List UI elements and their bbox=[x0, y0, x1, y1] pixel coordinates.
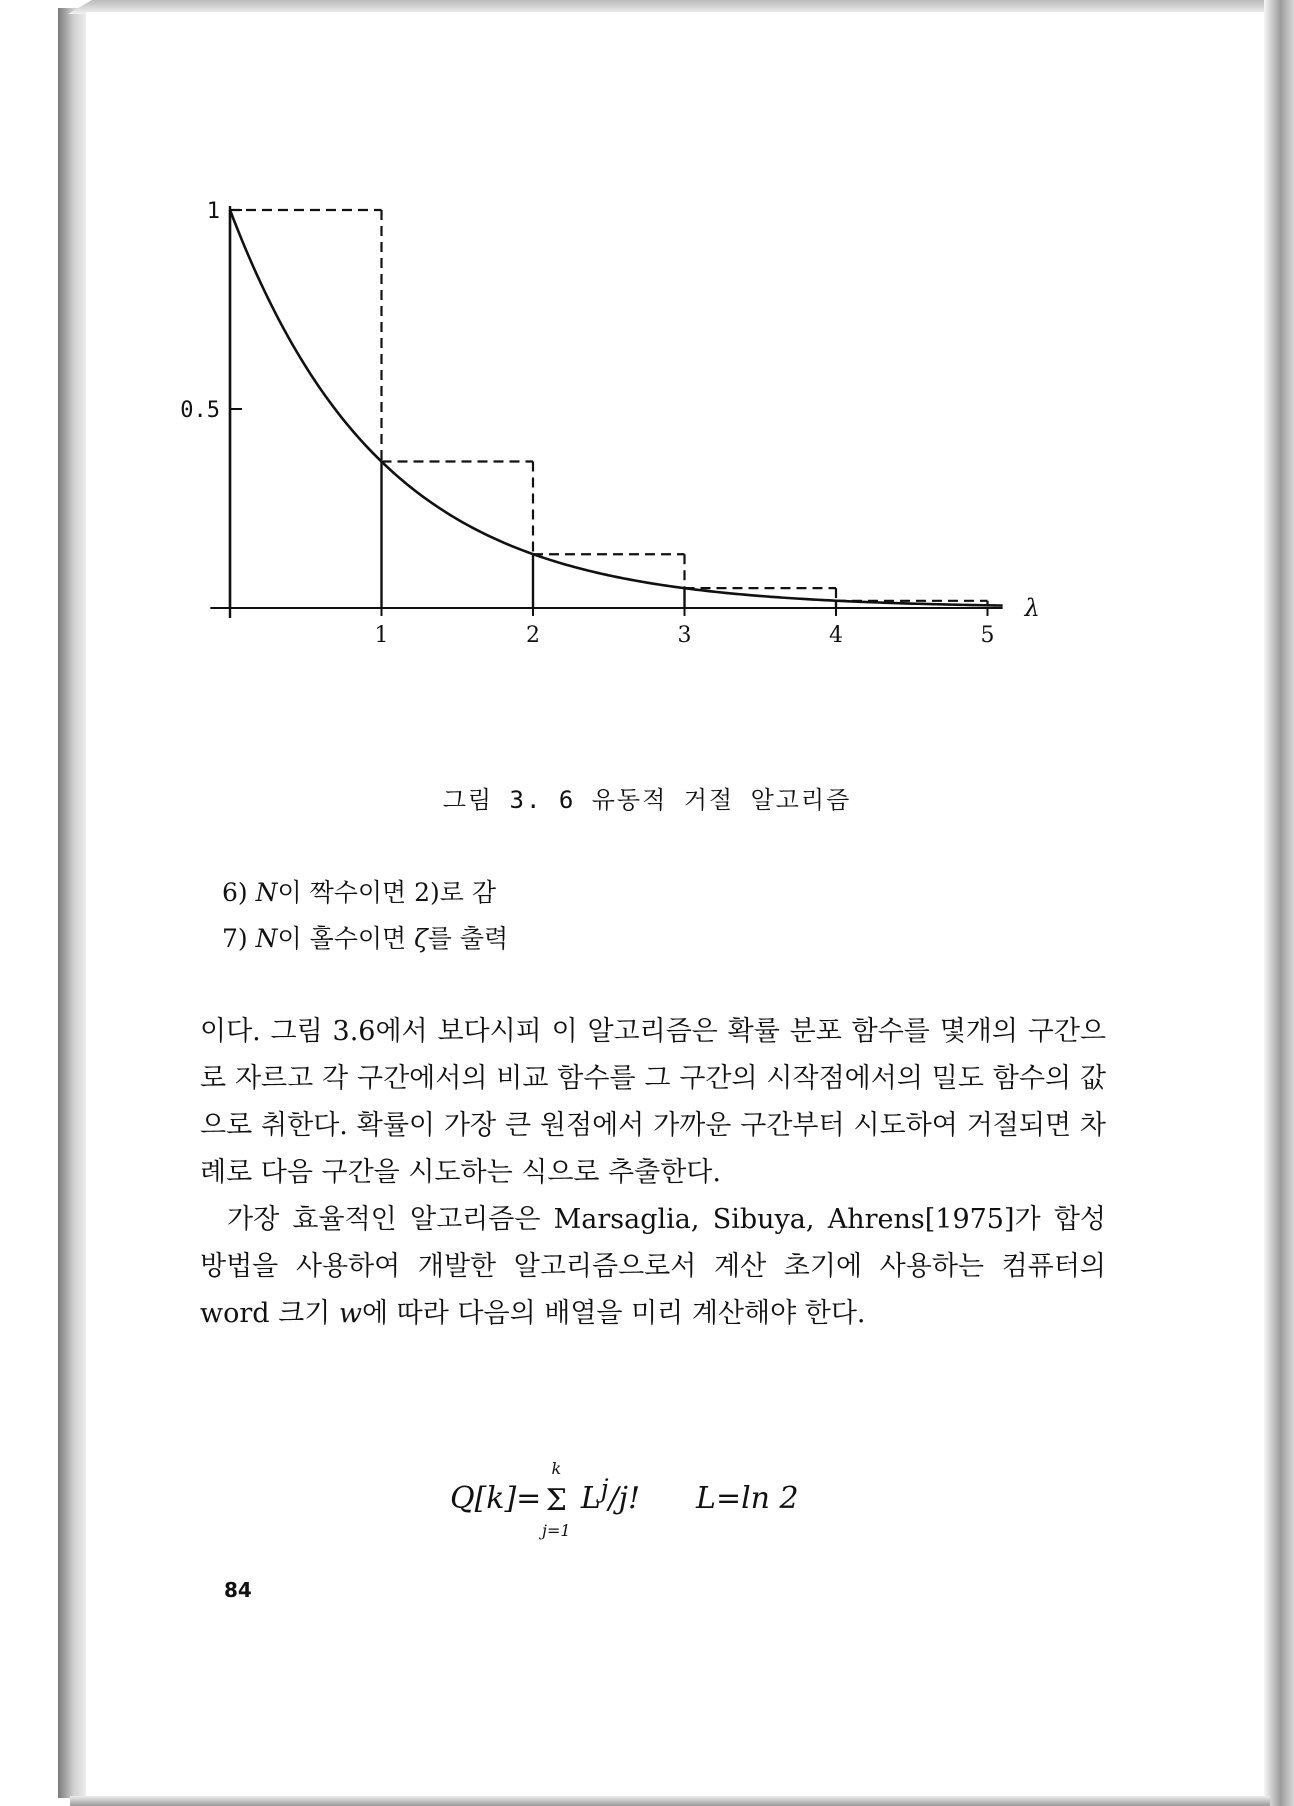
body-text bbox=[200, 1008, 1106, 1337]
step-text: 이 홀수이면 bbox=[277, 924, 415, 953]
figure-3-6 bbox=[180, 199, 1116, 776]
exp-curve bbox=[230, 210, 1003, 606]
formula-lhs: Q[k]= bbox=[450, 1481, 542, 1516]
paragraph-2-end: 에 따라 다음의 배열을 미리 계산해야 한다. bbox=[362, 1298, 866, 1329]
x-tick-label: 4 bbox=[829, 623, 843, 648]
summation-lower: j=1 bbox=[542, 1520, 571, 1540]
paragraph-1: 이다. 그림 3.6에서 보다시피 이 알고리즘은 확률 분포 함수를 몇개의 구간으로 자르고 각 구간에서의 비교 함수를 그 구간의 시작점에서의 밀도 함수의 값으로 취한다. 확률이 가장 큰 원점에서 가까운 구간부터 시도하여 거절되면 차례로 다음 구간을 시도하는 식으로 추출한다. bbox=[200, 1016, 1106, 1188]
variable-n: N bbox=[255, 878, 278, 907]
step-number: 6) bbox=[222, 878, 248, 907]
rejection-chart bbox=[180, 199, 1116, 686]
density-curve bbox=[230, 210, 1003, 606]
equation bbox=[450, 1458, 799, 1540]
y-tick-label: 0.5 bbox=[180, 398, 220, 423]
paragraph-2 bbox=[200, 1196, 1106, 1337]
formula-rest: /j! bbox=[608, 1481, 641, 1516]
variable-w: w bbox=[338, 1298, 363, 1329]
chart-axes bbox=[210, 206, 1002, 618]
paragraph-2-text: 가장 효율적인 알고리즘은 Marsaglia, Sibuya, Ahrens[1975]가 합성 방법을 사용하여 개발한 알고리즘으로서 계산 초기에 사용하는 컴퓨터의 word 크기 bbox=[200, 1204, 1106, 1329]
x-axis-symbol: λ bbox=[1024, 594, 1040, 622]
formula-second: L=ln 2 bbox=[696, 1481, 799, 1516]
book-right-shadow bbox=[1264, 0, 1294, 1806]
summation-sign: Σ bbox=[545, 1482, 567, 1518]
x-tick-label: 5 bbox=[980, 623, 995, 648]
figure-caption: 그림 3. 6 유동적 거절 알고리즘 bbox=[442, 786, 852, 814]
page-number: 84 bbox=[224, 1578, 252, 1602]
book-spine-edge bbox=[58, 8, 86, 1798]
step-function bbox=[230, 210, 988, 605]
step-text: 이 짝수이면 2)로 감 bbox=[277, 878, 497, 907]
step-7 bbox=[222, 916, 508, 962]
step-6 bbox=[222, 870, 508, 916]
variable-n: N bbox=[255, 924, 278, 953]
y-tick-label: 1 bbox=[206, 199, 220, 224]
formula-exponent: j bbox=[600, 1474, 609, 1503]
algorithm-steps bbox=[222, 870, 508, 962]
tick-labels bbox=[180, 199, 1040, 648]
summation-upper: k bbox=[551, 1458, 562, 1478]
formula-term: L bbox=[580, 1481, 601, 1516]
x-tick-label: 2 bbox=[526, 623, 540, 648]
step-text-end: 를 출력 bbox=[427, 924, 509, 953]
x-tick-label: 1 bbox=[374, 623, 389, 648]
variable-zeta: ζ bbox=[414, 924, 428, 953]
summation bbox=[541, 1458, 571, 1540]
book-bottom-edge bbox=[70, 1796, 1270, 1806]
step-number: 7) bbox=[222, 924, 248, 953]
x-tick-label: 3 bbox=[677, 623, 692, 648]
